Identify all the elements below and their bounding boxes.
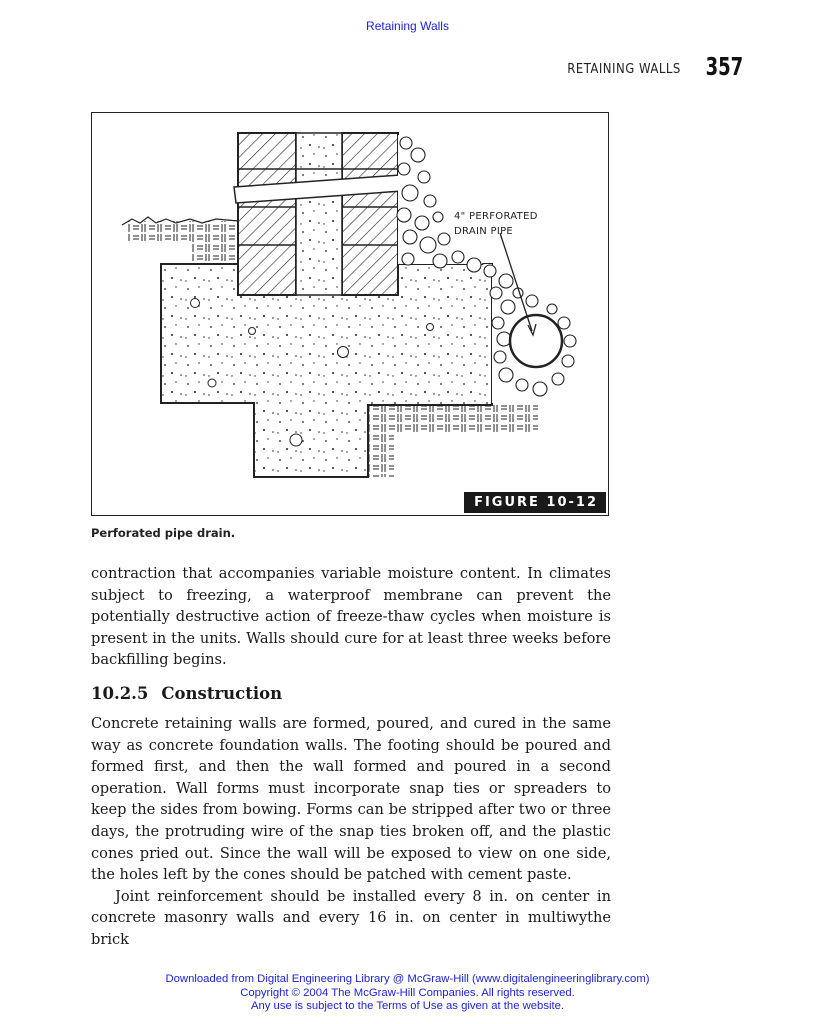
drain-pipe-callout [454,209,538,239]
footer-terms-link[interactable]: Any use is subject to the Terms of Use as given at the website. [250,1000,565,1012]
paragraph-text: Joint reinforcement should be installed every 8 in. on center in concrete masonry walls and every 16 in. on center in multiwythe brick [91,887,611,948]
footer-download-link[interactable]: Downloaded from Digital Engineering Library @ McGraw-Hill (www.digitalengineeringlibrary.com) [165,973,650,985]
chapter-link[interactable]: Retaining Walls [366,19,449,33]
section-number: 10.2.5 [91,684,149,703]
footer [0,973,815,1014]
earth-right [368,405,538,477]
footing [161,264,492,477]
earth-left [122,217,238,261]
paragraph-text: Concrete retaining walls are formed, poured, and cured in the same way as concrete foundation walls. The footing should be poured and formed first, and then the wall formed and poured in a second operation. Wall forms must incorporate snap ties or spreaders to keep the sides from bowing. Forms can be stripped after two or three days, the protruding wire of the snap ties broken off, and the plastic cones pried out. Since the wall will be exposed to view on one side, the holes left by the cones should be patched with cement paste. [91,715,611,884]
figure-frame [91,112,609,516]
callout-line-2: DRAIN PIPE [454,226,514,237]
running-head [567,52,743,81]
body-paragraph-1 [91,563,611,671]
footer-copyright: Copyright © 2004 The McGraw-Hill Companies. All rights reserved. [240,986,575,999]
retaining-wall-drain-drawing [92,113,608,515]
masonry-wall [234,133,402,295]
paragraph-text: contraction that accompanies variable moisture content. In climates subject to freezing, a waterproof membrane can prevent the potentially destructive action of freeze-thaw cycles when moisture is present in the units. Walls should cure for at least three weeks before backfilling begins. [91,565,611,669]
callout-line-1: 4" PERFORATED [454,211,538,222]
running-title: RETAINING WALLS [567,62,681,77]
body-paragraph-2 [91,713,611,951]
section-title: Construction [161,684,283,703]
page-number: 357 [705,52,743,81]
figure-caption: Perforated pipe drain. [91,526,236,540]
figure-number-label: FIGURE 10-12 [464,492,606,513]
section-heading [91,684,282,703]
